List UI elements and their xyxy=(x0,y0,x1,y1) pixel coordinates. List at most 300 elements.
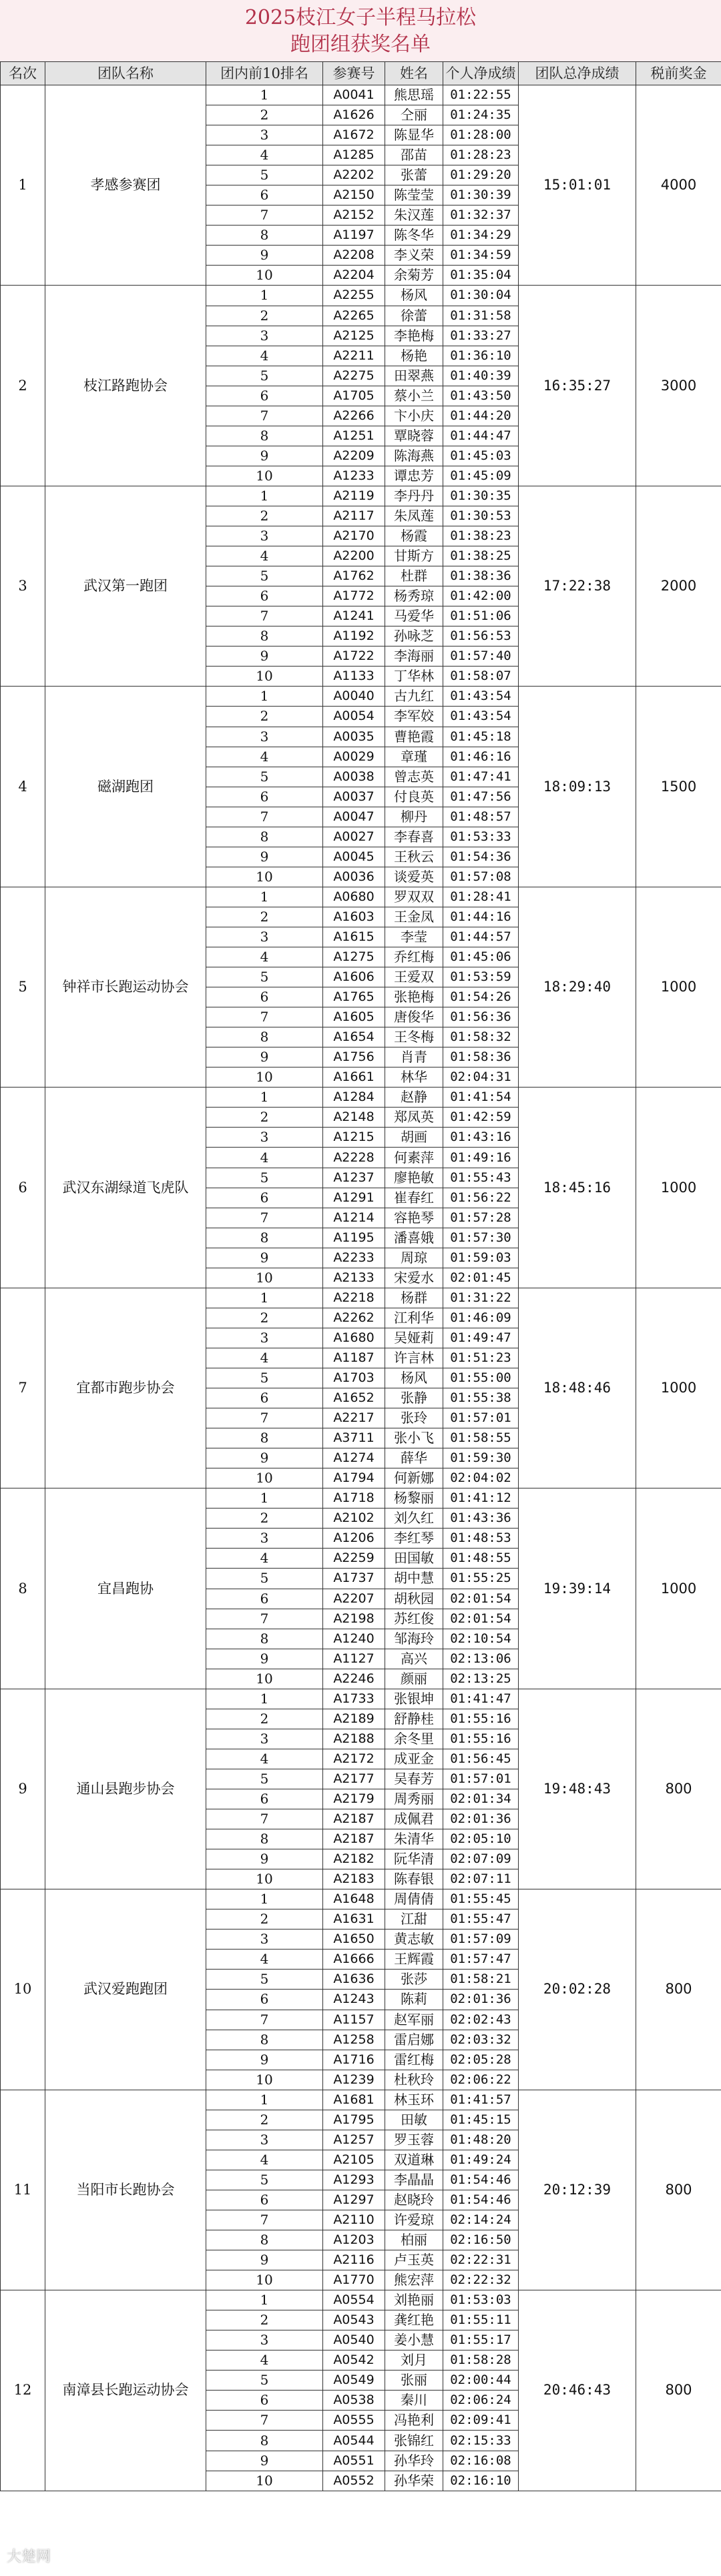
runner-name-cell: 成佩君 xyxy=(385,1809,443,1829)
runner-name-cell: 廖艳敏 xyxy=(385,1168,443,1188)
member-rank-cell: 10 xyxy=(206,667,323,687)
net-time-cell: 02:02:43 xyxy=(443,2010,519,2030)
runner-name-cell: 龚红艳 xyxy=(385,2310,443,2330)
runner-name-cell: 苏红俊 xyxy=(385,1609,443,1629)
net-time-cell: 01:55:16 xyxy=(443,1729,519,1749)
member-rank-cell: 4 xyxy=(206,1950,323,1970)
runner-name-cell: 王秋云 xyxy=(385,847,443,867)
bib-cell: A0037 xyxy=(323,787,385,807)
bib-cell: A1243 xyxy=(323,1990,385,2010)
bib-cell: A0038 xyxy=(323,767,385,787)
net-time-cell: 01:57:30 xyxy=(443,1228,519,1248)
member-rank-cell: 7 xyxy=(206,1408,323,1428)
header-rank: 名次 xyxy=(1,62,45,85)
runner-name-cell: 郑凤英 xyxy=(385,1108,443,1128)
bib-cell: A2207 xyxy=(323,1589,385,1609)
member-rank-cell: 5 xyxy=(206,1970,323,1990)
runner-name-cell: 李春喜 xyxy=(385,827,443,847)
member-rank-cell: 4 xyxy=(206,145,323,165)
runner-name-cell: 杨风 xyxy=(385,1368,443,1388)
runner-name-cell: 颜丽 xyxy=(385,1669,443,1689)
net-time-cell: 01:35:04 xyxy=(443,266,519,286)
bib-cell: A2262 xyxy=(323,1308,385,1328)
net-time-cell: 01:29:20 xyxy=(443,165,519,185)
net-time-cell: 01:22:55 xyxy=(443,85,519,105)
header-row xyxy=(1,62,721,85)
runner-name-cell: 甘斯方 xyxy=(385,546,443,566)
net-time-cell: 01:45:09 xyxy=(443,466,519,486)
bib-cell: A1251 xyxy=(323,426,385,446)
runner-name-cell: 朱凤莲 xyxy=(385,506,443,526)
runner-name-cell: 张静 xyxy=(385,1388,443,1408)
bib-cell: A2218 xyxy=(323,1288,385,1308)
bib-cell: A1240 xyxy=(323,1629,385,1649)
net-time-cell: 01:44:20 xyxy=(443,406,519,426)
runner-name-cell: 乔红梅 xyxy=(385,947,443,967)
net-time-cell: 01:57:08 xyxy=(443,867,519,887)
member-rank-cell: 5 xyxy=(206,1168,323,1188)
bib-cell: A1654 xyxy=(323,1027,385,1047)
member-rank-cell: 7 xyxy=(206,406,323,426)
member-rank-cell: 6 xyxy=(206,987,323,1007)
member-rank-cell: 5 xyxy=(206,1569,323,1589)
bib-cell: A2265 xyxy=(323,306,385,326)
bib-cell: A1626 xyxy=(323,105,385,125)
net-time-cell: 01:41:12 xyxy=(443,1488,519,1509)
member-rank-cell: 5 xyxy=(206,767,323,787)
member-rank-cell: 6 xyxy=(206,185,323,205)
member-rank-cell: 10 xyxy=(206,1268,323,1288)
member-rank-cell: 4 xyxy=(206,1348,323,1368)
member-rank-cell: 4 xyxy=(206,747,323,767)
runner-name-cell: 付良英 xyxy=(385,787,443,807)
net-time-cell: 01:36:10 xyxy=(443,346,519,366)
team-name-cell: 枝江路跑协会 xyxy=(45,286,206,486)
runner-name-cell: 胡画 xyxy=(385,1128,443,1148)
net-time-cell: 01:44:57 xyxy=(443,927,519,947)
bib-cell: A0036 xyxy=(323,867,385,887)
bib-cell: A1603 xyxy=(323,907,385,927)
runner-name-cell: 唐俊华 xyxy=(385,1007,443,1027)
net-time-cell: 01:54:46 xyxy=(443,2170,519,2190)
table-row xyxy=(1,1689,721,1709)
net-time-cell: 02:04:02 xyxy=(443,1468,519,1488)
net-time-cell: 01:45:06 xyxy=(443,947,519,967)
net-time-cell: 01:55:00 xyxy=(443,1368,519,1388)
member-rank-cell: 10 xyxy=(206,867,323,887)
runner-name-cell: 谈爱英 xyxy=(385,867,443,887)
table-row xyxy=(1,286,721,306)
bib-cell: A2177 xyxy=(323,1769,385,1789)
net-time-cell: 01:59:30 xyxy=(443,1448,519,1468)
prize-cell: 1000 xyxy=(636,1488,721,1689)
member-rank-cell: 7 xyxy=(206,606,323,626)
runner-name-cell: 谭忠芳 xyxy=(385,466,443,486)
runner-name-cell: 赵军丽 xyxy=(385,2010,443,2030)
member-rank-cell: 9 xyxy=(206,446,323,466)
runner-name-cell: 周秀丽 xyxy=(385,1789,443,1809)
runner-name-cell: 姜小慧 xyxy=(385,2330,443,2350)
team-rank-cell: 1 xyxy=(1,85,45,286)
net-time-cell: 01:46:16 xyxy=(443,747,519,767)
net-time-cell: 01:55:43 xyxy=(443,1168,519,1188)
runner-name-cell: 杨群 xyxy=(385,1288,443,1308)
net-time-cell: 02:09:41 xyxy=(443,2411,519,2431)
bib-cell: A2188 xyxy=(323,1729,385,1749)
net-time-cell: 01:30:53 xyxy=(443,506,519,526)
bib-cell: A2150 xyxy=(323,185,385,205)
bib-cell: A2259 xyxy=(323,1549,385,1569)
team-total-cell: 18:09:13 xyxy=(519,687,636,887)
bib-cell: A1214 xyxy=(323,1208,385,1228)
net-time-cell: 02:04:31 xyxy=(443,1067,519,1088)
net-time-cell: 01:28:41 xyxy=(443,887,519,907)
net-time-cell: 01:58:32 xyxy=(443,1027,519,1047)
net-time-cell: 02:15:33 xyxy=(443,2431,519,2451)
member-rank-cell: 6 xyxy=(206,1388,323,1408)
bib-cell: A2189 xyxy=(323,1709,385,1729)
team-rank-cell: 7 xyxy=(1,1288,45,1488)
team-name-cell: 南漳县长跑运动协会 xyxy=(45,2290,206,2491)
bib-cell: A1197 xyxy=(323,226,385,246)
team-rank-cell: 12 xyxy=(1,2290,45,2491)
net-time-cell: 01:55:25 xyxy=(443,1569,519,1589)
runner-name-cell: 丁华林 xyxy=(385,667,443,687)
bib-cell: A1718 xyxy=(323,1488,385,1509)
member-rank-cell: 7 xyxy=(206,1809,323,1829)
runner-name-cell: 张玲 xyxy=(385,1408,443,1428)
bib-cell: A0045 xyxy=(323,847,385,867)
net-time-cell: 01:24:35 xyxy=(443,105,519,125)
prize-cell: 1000 xyxy=(636,887,721,1087)
runner-name-cell: 李艳梅 xyxy=(385,326,443,346)
net-time-cell: 01:56:36 xyxy=(443,1007,519,1027)
header-team: 团队名称 xyxy=(45,62,206,85)
bib-cell: A1157 xyxy=(323,2010,385,2030)
bib-cell: A2204 xyxy=(323,266,385,286)
bib-cell: A2110 xyxy=(323,2210,385,2230)
runner-name-cell: 蔡小兰 xyxy=(385,386,443,406)
runner-name-cell: 杜秋玲 xyxy=(385,2070,443,2090)
member-rank-cell: 2 xyxy=(206,2110,323,2130)
runner-name-cell: 杨艳 xyxy=(385,346,443,366)
table-row xyxy=(1,687,721,707)
net-time-cell: 01:33:27 xyxy=(443,326,519,346)
bib-cell: A1605 xyxy=(323,1007,385,1027)
bib-cell: A2179 xyxy=(323,1789,385,1809)
runner-name-cell: 田敏 xyxy=(385,2110,443,2130)
net-time-cell: 01:45:15 xyxy=(443,2110,519,2130)
team-total-cell: 19:48:43 xyxy=(519,1689,636,1889)
member-rank-cell: 8 xyxy=(206,1027,323,1047)
runner-name-cell: 余菊芳 xyxy=(385,266,443,286)
runner-name-cell: 雷启娜 xyxy=(385,2030,443,2050)
prize-cell: 800 xyxy=(636,1889,721,2090)
runner-name-cell: 杨黎丽 xyxy=(385,1488,443,1509)
net-time-cell: 02:16:50 xyxy=(443,2230,519,2250)
member-rank-cell: 5 xyxy=(206,566,323,586)
net-time-cell: 01:34:29 xyxy=(443,226,519,246)
bib-cell: A0054 xyxy=(323,707,385,727)
bib-cell: A1765 xyxy=(323,987,385,1007)
bib-cell: A2148 xyxy=(323,1108,385,1128)
net-time-cell: 02:16:10 xyxy=(443,2471,519,2491)
net-time-cell: 01:48:20 xyxy=(443,2130,519,2150)
member-rank-cell: 6 xyxy=(206,787,323,807)
member-rank-cell: 5 xyxy=(206,2170,323,2190)
bib-cell: A1615 xyxy=(323,927,385,947)
team-rank-cell: 3 xyxy=(1,486,45,686)
net-time-cell: 02:01:36 xyxy=(443,1990,519,2010)
bib-cell: A1631 xyxy=(323,1909,385,1929)
net-time-cell: 02:05:10 xyxy=(443,1829,519,1849)
member-rank-cell: 2 xyxy=(206,2310,323,2330)
runner-name-cell: 覃晓蓉 xyxy=(385,426,443,446)
bib-cell: A0035 xyxy=(323,727,385,747)
net-time-cell: 01:58:28 xyxy=(443,2350,519,2371)
bib-cell: A2228 xyxy=(323,1148,385,1168)
team-name-cell: 武汉第一跑团 xyxy=(45,486,206,686)
net-time-cell: 01:49:24 xyxy=(443,2150,519,2170)
runner-name-cell: 双道琳 xyxy=(385,2150,443,2170)
bib-cell: A2125 xyxy=(323,326,385,346)
table-row xyxy=(1,1088,721,1108)
runner-name-cell: 张蕾 xyxy=(385,165,443,185)
member-rank-cell: 2 xyxy=(206,1308,323,1328)
bib-cell: A0027 xyxy=(323,827,385,847)
bib-cell: A2209 xyxy=(323,446,385,466)
member-rank-cell: 10 xyxy=(206,1067,323,1088)
table-row xyxy=(1,1488,721,1509)
team-name-cell: 武汉东湖绿道飞虎队 xyxy=(45,1088,206,1288)
net-time-cell: 01:42:00 xyxy=(443,586,519,606)
member-rank-cell: 5 xyxy=(206,366,323,386)
member-rank-cell: 1 xyxy=(206,1689,323,1709)
runner-name-cell: 刘月 xyxy=(385,2350,443,2371)
bib-cell: A1636 xyxy=(323,1970,385,1990)
runner-name-cell: 潘喜娥 xyxy=(385,1228,443,1248)
team-total-cell: 19:39:14 xyxy=(519,1488,636,1689)
net-time-cell: 01:42:59 xyxy=(443,1108,519,1128)
net-time-cell: 01:51:23 xyxy=(443,1348,519,1368)
net-time-cell: 02:16:08 xyxy=(443,2451,519,2471)
member-rank-cell: 4 xyxy=(206,2150,323,2170)
member-rank-cell: 2 xyxy=(206,907,323,927)
bib-cell: A2102 xyxy=(323,1509,385,1529)
net-time-cell: 01:57:01 xyxy=(443,1769,519,1789)
page-subtitle: 跑团组获奖名单 xyxy=(290,33,431,56)
table-row xyxy=(1,1288,721,1308)
bib-cell: A2119 xyxy=(323,486,385,506)
runner-name-cell: 陈春银 xyxy=(385,1869,443,1889)
net-time-cell: 01:53:33 xyxy=(443,827,519,847)
bib-cell: A2187 xyxy=(323,1829,385,1849)
net-time-cell: 01:44:47 xyxy=(443,426,519,446)
member-rank-cell: 8 xyxy=(206,1428,323,1448)
net-time-cell: 01:40:39 xyxy=(443,366,519,386)
table-row xyxy=(1,2290,721,2310)
team-name-cell: 孝感参赛团 xyxy=(45,85,206,286)
bib-cell: A1291 xyxy=(323,1188,385,1208)
prize-cell: 1000 xyxy=(636,1288,721,1488)
net-time-cell: 01:43:54 xyxy=(443,707,519,727)
runner-name-cell: 杨霞 xyxy=(385,526,443,546)
member-rank-cell: 2 xyxy=(206,1909,323,1929)
runner-name-cell: 曹艳霞 xyxy=(385,727,443,747)
net-time-cell: 02:13:25 xyxy=(443,1669,519,1689)
bib-cell: A1681 xyxy=(323,2090,385,2110)
team-total-cell: 18:45:16 xyxy=(519,1088,636,1288)
bib-cell: A2152 xyxy=(323,205,385,226)
member-rank-cell: 8 xyxy=(206,827,323,847)
runner-name-cell: 王辉霞 xyxy=(385,1950,443,1970)
member-rank-cell: 1 xyxy=(206,1288,323,1308)
runner-name-cell: 朱清华 xyxy=(385,1829,443,1849)
bib-cell: A1703 xyxy=(323,1368,385,1388)
net-time-cell: 02:01:34 xyxy=(443,1789,519,1809)
member-rank-cell: 2 xyxy=(206,105,323,125)
bib-cell: A1275 xyxy=(323,947,385,967)
header-net-time: 个人净成绩 xyxy=(443,62,519,85)
net-time-cell: 01:57:47 xyxy=(443,1950,519,1970)
member-rank-cell: 6 xyxy=(206,1188,323,1208)
member-rank-cell: 3 xyxy=(206,2330,323,2350)
net-time-cell: 01:30:35 xyxy=(443,486,519,506)
net-time-cell: 01:48:55 xyxy=(443,1549,519,1569)
bib-cell: A2198 xyxy=(323,1609,385,1629)
member-rank-cell: 9 xyxy=(206,1248,323,1268)
bib-cell: A2255 xyxy=(323,286,385,306)
runner-name-cell: 崔春红 xyxy=(385,1188,443,1208)
bib-cell: A3711 xyxy=(323,1428,385,1448)
net-time-cell: 01:43:36 xyxy=(443,1509,519,1529)
member-rank-cell: 6 xyxy=(206,2391,323,2411)
bib-cell: A0551 xyxy=(323,2451,385,2471)
bib-cell: A0543 xyxy=(323,2310,385,2330)
runner-name-cell: 李莹 xyxy=(385,927,443,947)
bib-cell: A1257 xyxy=(323,2130,385,2150)
runner-name-cell: 王冬梅 xyxy=(385,1027,443,1047)
member-rank-cell: 8 xyxy=(206,426,323,446)
runner-name-cell: 吴娅莉 xyxy=(385,1328,443,1348)
bib-cell: A1203 xyxy=(323,2230,385,2250)
member-rank-cell: 9 xyxy=(206,1649,323,1669)
bib-cell: A0041 xyxy=(323,85,385,105)
team-rank-cell: 5 xyxy=(1,887,45,1087)
team-rank-cell: 2 xyxy=(1,286,45,486)
bib-cell: A1762 xyxy=(323,566,385,586)
team-total-cell: 18:29:40 xyxy=(519,887,636,1087)
bib-cell: A1606 xyxy=(323,967,385,987)
bib-cell: A1722 xyxy=(323,647,385,667)
bib-cell: A1127 xyxy=(323,1649,385,1669)
runner-name-cell: 卞小庆 xyxy=(385,406,443,426)
net-time-cell: 01:47:41 xyxy=(443,767,519,787)
net-time-cell: 01:34:59 xyxy=(443,246,519,266)
prize-cell: 4000 xyxy=(636,85,721,286)
watermark-logo xyxy=(7,2545,51,2566)
prize-cell: 800 xyxy=(636,2090,721,2290)
runner-name-cell: 薛华 xyxy=(385,1448,443,1468)
bib-cell: A1258 xyxy=(323,2030,385,2050)
member-rank-cell: 1 xyxy=(206,887,323,907)
member-rank-cell: 8 xyxy=(206,1629,323,1649)
bib-cell: A2275 xyxy=(323,366,385,386)
bib-cell: A2170 xyxy=(323,526,385,546)
runner-name-cell: 阮华清 xyxy=(385,1849,443,1869)
net-time-cell: 01:55:47 xyxy=(443,1909,519,1929)
net-time-cell: 02:07:09 xyxy=(443,1849,519,1869)
net-time-cell: 01:56:22 xyxy=(443,1188,519,1208)
member-rank-cell: 3 xyxy=(206,727,323,747)
runner-name-cell: 古九红 xyxy=(385,687,443,707)
title-block xyxy=(0,0,721,61)
member-rank-cell: 1 xyxy=(206,486,323,506)
bib-cell: A1705 xyxy=(323,386,385,406)
bib-cell: A1241 xyxy=(323,606,385,626)
bib-cell: A1293 xyxy=(323,2170,385,2190)
net-time-cell: 01:56:53 xyxy=(443,626,519,647)
bib-cell: A1666 xyxy=(323,1950,385,1970)
net-time-cell: 01:41:54 xyxy=(443,1088,519,1108)
runner-name-cell: 邹海玲 xyxy=(385,1629,443,1649)
bib-cell: A2211 xyxy=(323,346,385,366)
team-name-cell: 磁湖跑团 xyxy=(45,687,206,887)
runner-name-cell: 罗双双 xyxy=(385,887,443,907)
runner-name-cell: 刘久红 xyxy=(385,1509,443,1529)
member-rank-cell: 3 xyxy=(206,1128,323,1148)
bib-cell: A1716 xyxy=(323,2050,385,2070)
member-rank-cell: 1 xyxy=(206,1488,323,1509)
bib-cell: A1680 xyxy=(323,1328,385,1348)
member-rank-cell: 7 xyxy=(206,205,323,226)
member-rank-cell: 4 xyxy=(206,346,323,366)
bib-cell: A2208 xyxy=(323,246,385,266)
net-time-cell: 01:56:45 xyxy=(443,1749,519,1769)
bib-cell: A2105 xyxy=(323,2150,385,2170)
member-rank-cell: 1 xyxy=(206,286,323,306)
runner-name-cell: 杜群 xyxy=(385,566,443,586)
net-time-cell: 01:55:38 xyxy=(443,1388,519,1408)
member-rank-cell: 3 xyxy=(206,1729,323,1749)
runner-name-cell: 章瑾 xyxy=(385,747,443,767)
net-time-cell: 01:49:47 xyxy=(443,1328,519,1348)
prize-cell: 3000 xyxy=(636,286,721,486)
runner-name-cell: 曾志英 xyxy=(385,767,443,787)
runner-name-cell: 李红琴 xyxy=(385,1529,443,1549)
bib-cell: A0538 xyxy=(323,2391,385,2411)
net-time-cell: 01:48:53 xyxy=(443,1529,519,1549)
net-time-cell: 01:55:16 xyxy=(443,1709,519,1729)
prize-cell: 800 xyxy=(636,2290,721,2491)
member-rank-cell: 7 xyxy=(206,2411,323,2431)
runner-name-cell: 徐蕾 xyxy=(385,306,443,326)
bib-cell: A0029 xyxy=(323,747,385,767)
runner-name-cell: 王爱双 xyxy=(385,967,443,987)
runner-name-cell: 舒静桂 xyxy=(385,1709,443,1729)
prize-cell: 1500 xyxy=(636,687,721,887)
team-total-cell: 18:48:46 xyxy=(519,1288,636,1488)
bib-cell: A0552 xyxy=(323,2471,385,2491)
runner-name-cell: 赵静 xyxy=(385,1088,443,1108)
runner-name-cell: 陈冬华 xyxy=(385,226,443,246)
bib-cell: A2233 xyxy=(323,1248,385,1268)
runner-name-cell: 张莎 xyxy=(385,1970,443,1990)
net-time-cell: 01:47:56 xyxy=(443,787,519,807)
runner-name-cell: 熊思瑶 xyxy=(385,85,443,105)
net-time-cell: 02:05:28 xyxy=(443,2050,519,2070)
member-rank-cell: 10 xyxy=(206,2471,323,2491)
